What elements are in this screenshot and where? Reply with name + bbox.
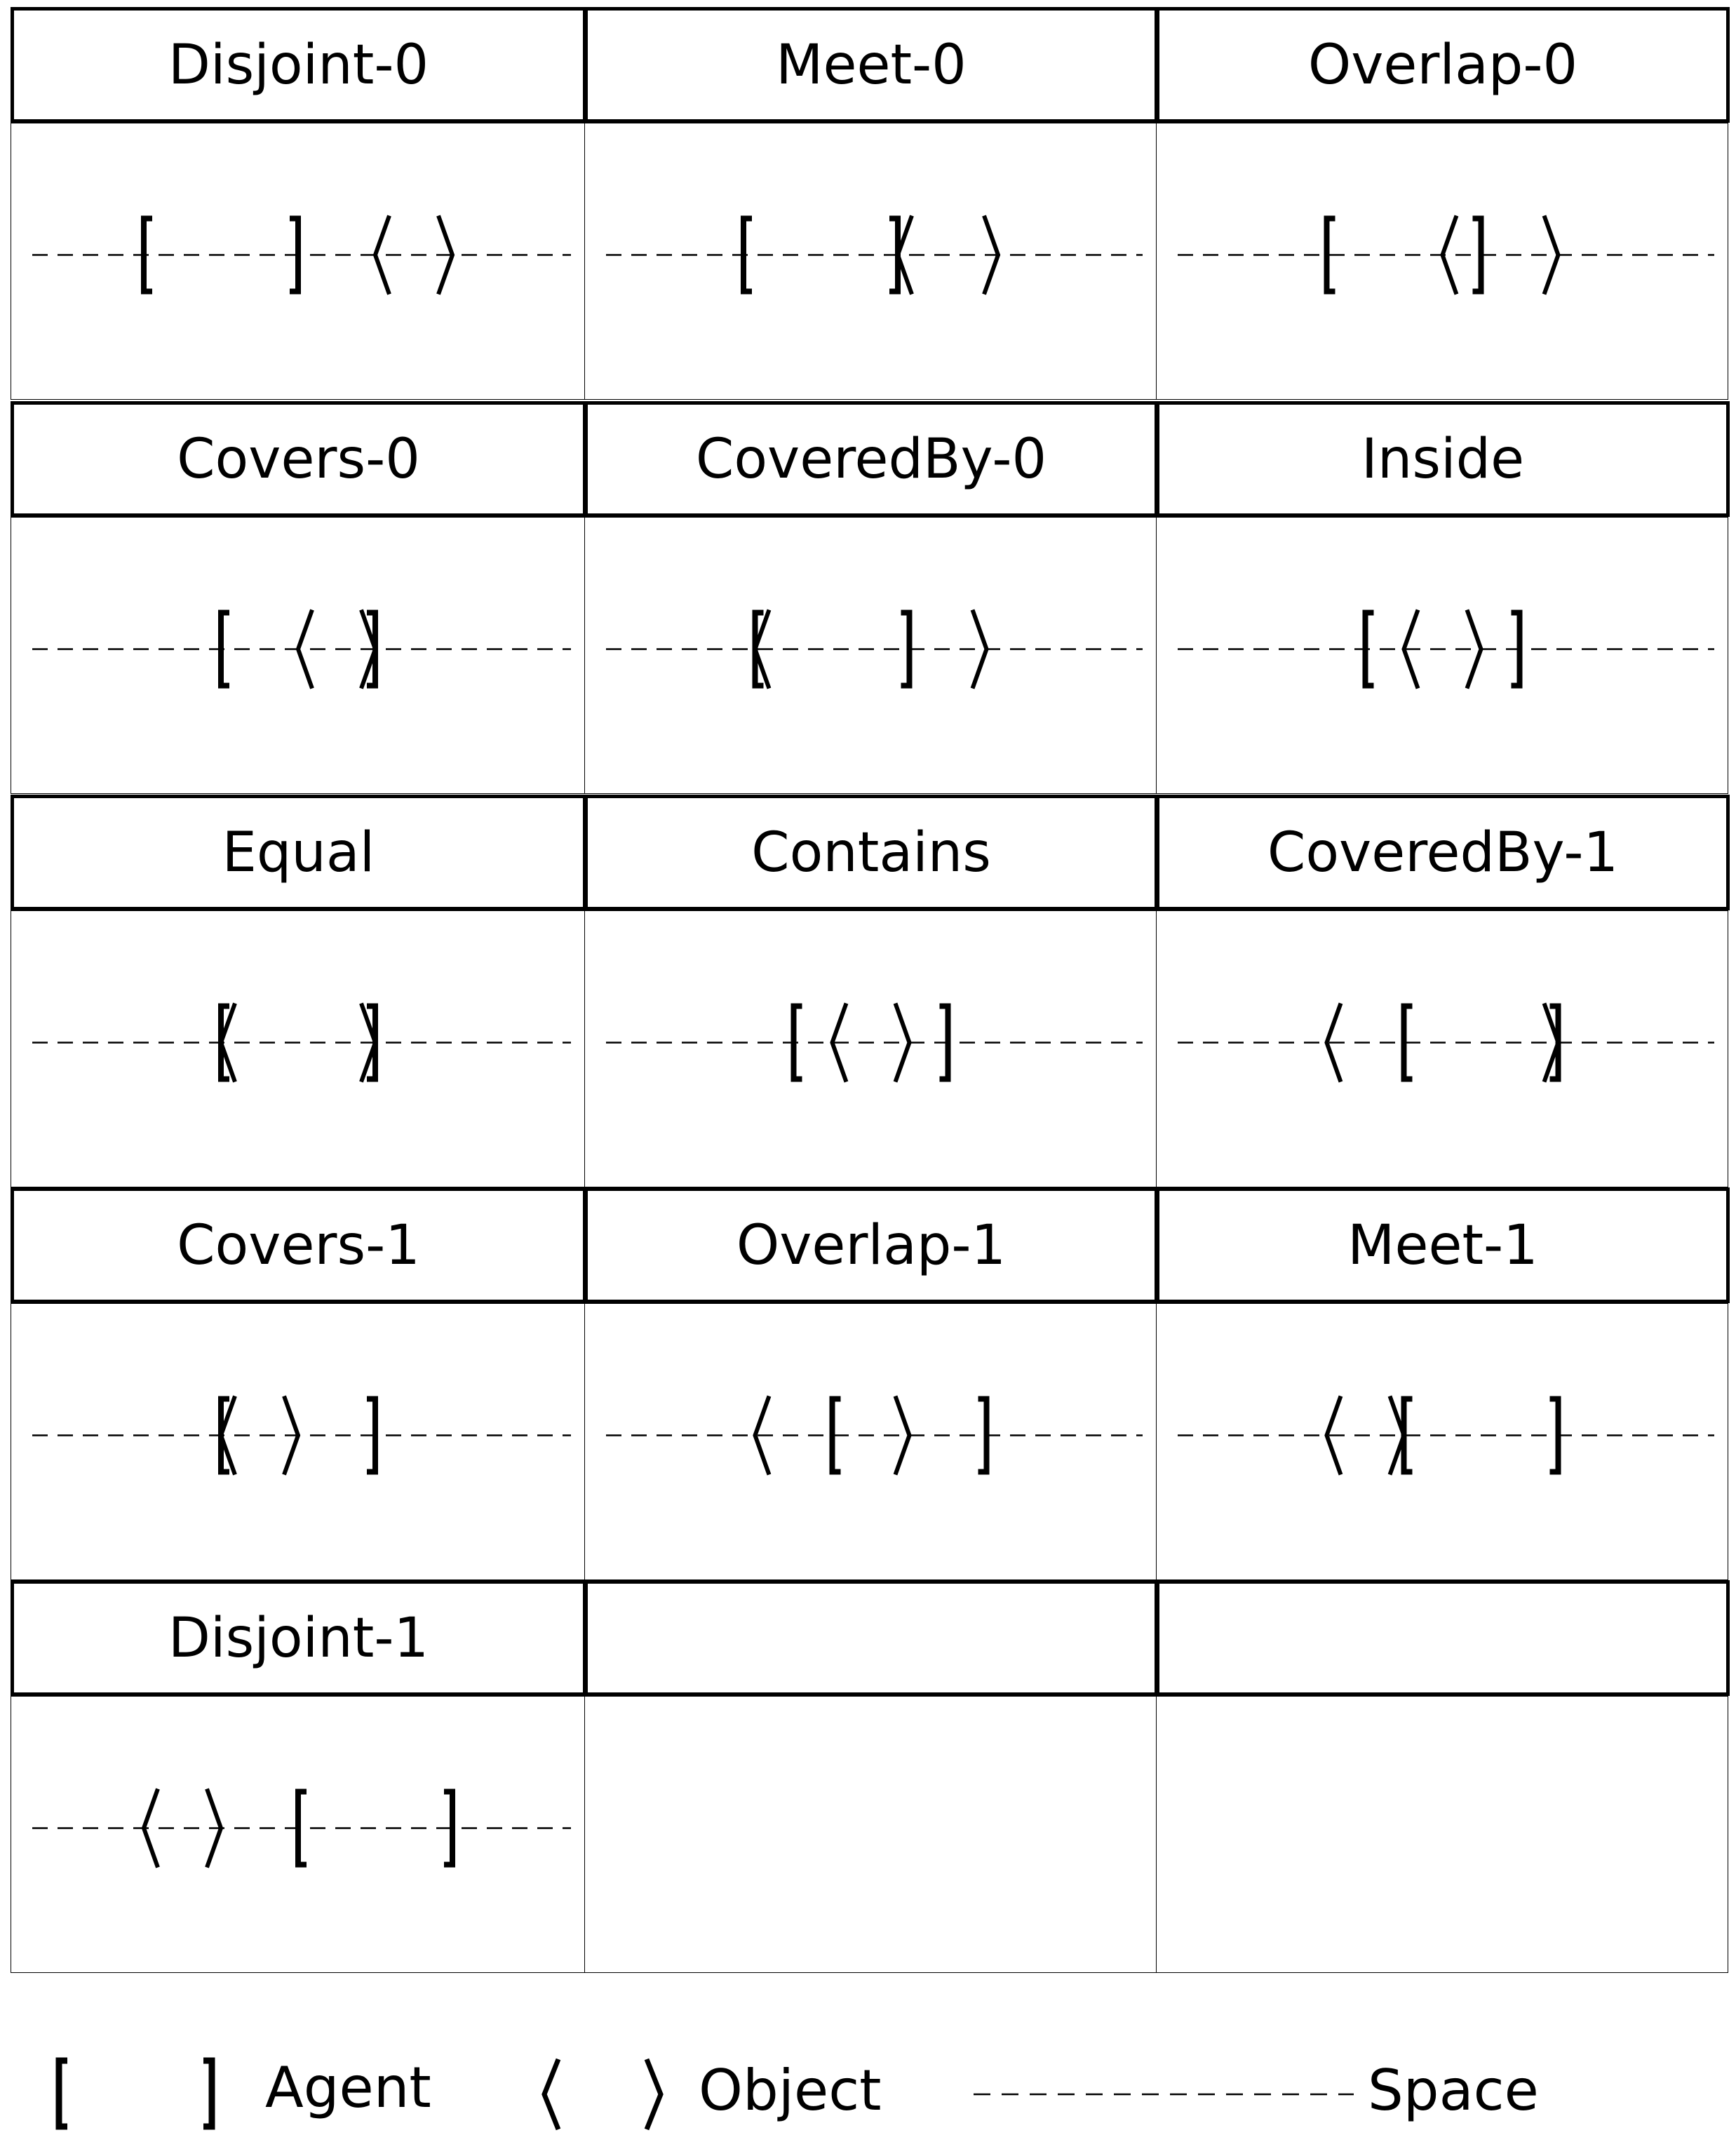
cell-diagram — [1156, 517, 1728, 794]
cell-title: CoveredBy-0 — [584, 401, 1158, 517]
legend-agent-label: Agent — [265, 2055, 431, 2120]
cell-diagram — [1156, 910, 1728, 1187]
cell-diagram — [11, 123, 585, 400]
relation-diagram — [585, 911, 1157, 1188]
relation-diagram — [11, 123, 585, 400]
cell-title: Disjoint-1 — [11, 1580, 586, 1696]
agent-open-bracket — [221, 613, 229, 686]
cell-diagram — [584, 123, 1157, 400]
cell-diagram — [584, 1696, 1157, 1973]
cell-diagram — [1156, 1696, 1728, 1973]
relation-diagram — [1157, 911, 1728, 1188]
cell-title — [584, 1580, 1158, 1696]
cell-title: Disjoint-0 — [11, 7, 586, 123]
cell-title: Covers-1 — [11, 1187, 586, 1303]
relation-diagram — [585, 1304, 1157, 1581]
object-open-angle — [1443, 216, 1457, 295]
agent-open-bracket — [298, 1792, 307, 1865]
relation-diagram — [1157, 123, 1728, 400]
legend — [0, 2034, 1736, 2146]
cell-diagram — [1156, 1303, 1728, 1580]
agent-close-bracket — [901, 613, 910, 686]
cell-diagram — [11, 910, 585, 1187]
cell-diagram — [11, 1696, 585, 1973]
relation-diagram — [11, 911, 585, 1188]
relation-diagram — [11, 1304, 585, 1581]
agent-close-bracket — [978, 1399, 987, 1472]
relation-diagram — [585, 123, 1157, 400]
object-open-angle — [144, 1789, 158, 1868]
legend-object-label: Object — [699, 2058, 882, 2123]
legend-object-close-angle — [647, 2059, 661, 2129]
cell-diagram — [584, 1303, 1157, 1580]
agent-close-bracket — [1473, 219, 1481, 292]
cell-diagram — [11, 517, 585, 794]
cell-title: Contains — [584, 795, 1158, 910]
cell-diagram — [584, 517, 1157, 794]
cell-title: Covers-0 — [11, 401, 586, 517]
legend-agent-close-bracket — [203, 2061, 212, 2127]
relation-diagram — [1157, 518, 1728, 795]
cell-title: Overlap-0 — [1156, 7, 1730, 123]
cell-title: Equal — [11, 795, 586, 910]
legend-space-label: Space — [1368, 2058, 1539, 2123]
relation-diagram — [1157, 1304, 1728, 1581]
cell-title: Meet-1 — [1156, 1187, 1730, 1303]
cell-diagram — [1156, 123, 1728, 400]
cell-title: Overlap-1 — [584, 1187, 1158, 1303]
agent-close-bracket — [1550, 1399, 1559, 1472]
relation-diagram — [585, 518, 1157, 795]
cell-title — [1156, 1580, 1730, 1696]
relation-diagram — [11, 518, 585, 795]
relation-diagram — [11, 1697, 585, 1974]
cell-title: CoveredBy-1 — [1156, 795, 1730, 910]
cell-title: Inside — [1156, 401, 1730, 517]
legend-agent-open-bracket — [59, 2061, 67, 2127]
cell-diagram — [11, 1303, 585, 1580]
legend-object-open-angle — [544, 2059, 558, 2129]
cell-diagram — [584, 910, 1157, 1187]
cell-title: Meet-0 — [584, 7, 1158, 123]
